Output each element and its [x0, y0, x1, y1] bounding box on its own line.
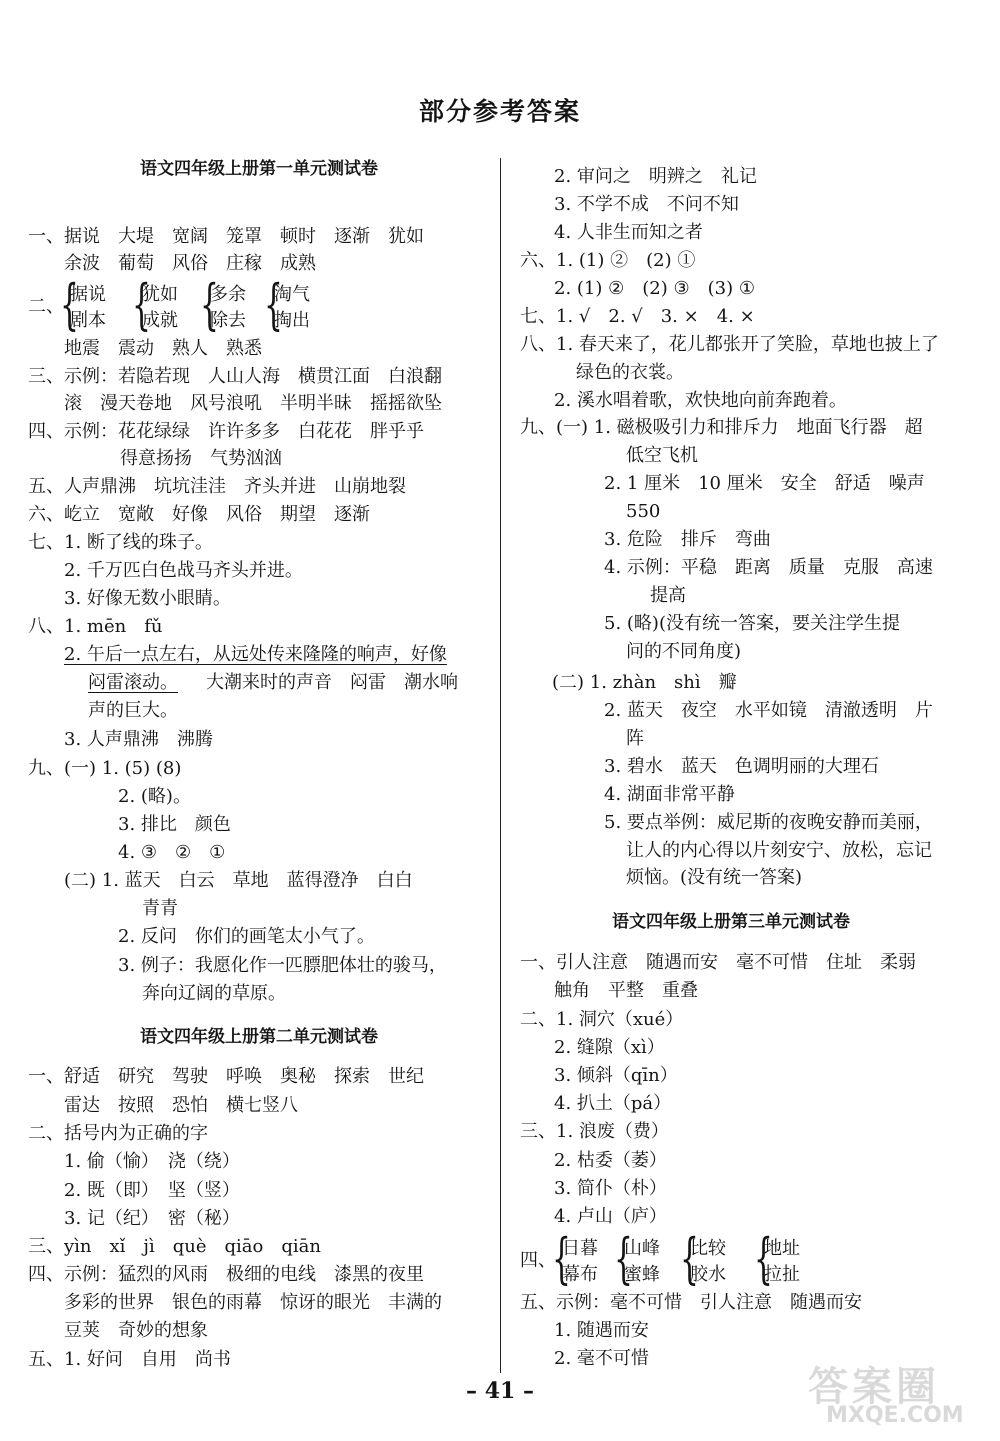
answer-line: 3. 例子：我愿化作一匹膘肥体壮的骏马， — [118, 955, 447, 976]
column-divider — [500, 158, 501, 1373]
unit3-heading: 语文四年级上册第三单元测试卷 — [612, 912, 850, 932]
answer-line: 3. 危险 排斥 弯曲 — [604, 529, 771, 550]
answer-line: 豆荚 奇妙的想象 — [64, 1320, 208, 1341]
answer-line: 声的巨大。 — [88, 700, 178, 721]
answer-line: 4. 湖面非常平静 — [604, 784, 735, 805]
answer-line: 2. 枯委（萎） — [554, 1150, 667, 1171]
answer-line: 4. 扒土（pá） — [554, 1093, 672, 1114]
watermark-logo — [808, 1355, 990, 1435]
answer-line: 三、1. 浪废（费） — [520, 1121, 669, 1142]
answer-line: 一、舒适 研究 驾驶 呼唤 奥秘 探索 世纪 — [28, 1066, 424, 1087]
answer-line: 问的不同角度) — [626, 641, 742, 662]
answer-line: 2. 午后一点左右，从远处传来隆隆的响声，好像 — [64, 644, 447, 665]
brace-icon: { — [60, 273, 79, 336]
answer-line: 五、1. 好问 自用 尚书 — [28, 1349, 231, 1370]
answer-line: 九、(一) 1. (5) (8) — [28, 758, 182, 779]
answer-line: 5. (略)(没有统一答案，要关注学生提 — [604, 613, 900, 634]
answer-line: 3. 简仆（朴） — [554, 1178, 667, 1199]
answer-line: 3. 好像无数小眼睛。 — [64, 588, 231, 609]
answer-line: 多彩的世界 银色的雨幕 惊讶的眼光 丰满的 — [64, 1292, 442, 1313]
word-pair: 据说 — [70, 284, 106, 305]
word-pair: 地址 — [764, 1238, 800, 1259]
brace-icon: { — [680, 1227, 699, 1290]
answer-line: 3. 倾斜（qīn） — [554, 1065, 678, 1086]
word-pair: 蜜蜂 — [624, 1264, 660, 1285]
answer-line: 1. 随遇而安 — [554, 1320, 649, 1341]
page-title: 部分参考答案 — [418, 97, 581, 126]
answer-line: 4. 人非生而知之者 — [554, 222, 703, 243]
answer-line: 一、引人注意 随遇而安 毫不可惜 住址 柔弱 — [520, 952, 916, 973]
answer-line: 一、据说 大堤 宽阔 笼罩 顿时 逐渐 犹如 — [28, 226, 424, 247]
answer-line: 2. 既（即） 坚（竖） — [64, 1180, 240, 1201]
answer-line: 4. 示例：平稳 距离 质量 克服 高速 — [604, 557, 933, 578]
answer-line: 九、(一) 1. 磁极吸引力和排斥力 地面飞行器 超 — [520, 417, 923, 438]
answer-line: 二、括号内为正确的字 — [28, 1123, 208, 1144]
answer-line: 二、1. 洞穴（xué） — [520, 1009, 684, 1030]
answer-line: 2. 反问 你们的画笔太小气了。 — [118, 926, 375, 947]
word-pair: 成就 — [142, 310, 178, 331]
word-pair: 剧本 — [70, 310, 106, 331]
answer-line: 4. 卢山（庐） — [554, 1206, 667, 1227]
answer-line: 5. 要点举例：威尼斯的夜晚安静而美丽， — [604, 812, 933, 833]
word-pair: 淘气 — [274, 284, 310, 305]
answer-line: 3. 碧水 蓝天 色调明丽的大理石 — [604, 756, 879, 777]
word-pair: 比较 — [690, 1238, 726, 1259]
brace-icon: { — [552, 1227, 571, 1290]
answer-line: 三、yìn xǐ jì què qiāo qiān — [28, 1236, 321, 1257]
word-pair: 犹如 — [142, 284, 178, 305]
answer-line: 五、示例：毫不可惜 引人注意 随遇而安 — [520, 1292, 862, 1313]
answer-line: 3. 记（纪） 密（秘） — [64, 1208, 240, 1229]
answer-line: 提高 — [650, 585, 686, 606]
answer-line: 阵 — [626, 728, 644, 749]
brace-icon: { — [754, 1227, 773, 1290]
answer-line: 二、 — [28, 296, 64, 317]
answer-line: 2. 毫不可惜 — [554, 1348, 649, 1369]
answer-line: 烦恼。(没有统一答案) — [626, 867, 803, 888]
answer-line: (二) 1. zhàn shì 瓣 — [552, 672, 737, 693]
answer-line: 低空飞机 — [626, 445, 698, 466]
answer-line: 2. (略)。 — [118, 786, 191, 807]
answer-line: 2. 审问之 明辨之 礼记 — [554, 166, 757, 187]
answer-line: 2. 千万匹白色战马齐头并进。 — [64, 560, 303, 581]
answer-line: 奔向辽阔的草原。 — [142, 983, 286, 1004]
answer-line: 六、1. (1) ② (2) ① — [520, 250, 696, 271]
word-pair: 多余 — [210, 284, 246, 305]
unit1-heading: 语文四年级上册第一单元测试卷 — [140, 159, 378, 179]
brace-icon: { — [132, 273, 151, 336]
answer-line: (二) 1. 蓝天 白云 草地 蓝得澄净 白白 — [64, 870, 413, 891]
answer-line: 四、示例：花花绿绿 许许多多 白花花 胖乎乎 — [28, 421, 424, 442]
answer-line: 让人的内心得以片刻安宁、放松，忘记 — [626, 840, 932, 861]
word-pair: 日暮 — [562, 1238, 598, 1259]
answer-line: 3. 排比 颜色 — [118, 814, 231, 835]
answer-line: 八、1. mēn fǔ — [28, 616, 163, 637]
answer-line: 青青 — [142, 898, 178, 919]
word-pair: 胶水 — [690, 1264, 726, 1285]
answer-line: 闷雷滚动。 — [88, 672, 178, 693]
answer-line: 余波 葡萄 风俗 庄稼 成熟 — [64, 253, 316, 274]
answer-line: 八、1. 春天来了，花儿都张开了笑脸，草地也披上了 — [520, 334, 939, 355]
answer-line: 滚 漫天卷地 风号浪吼 半明半昧 摇摇欲坠 — [64, 393, 442, 414]
answer-line: 得意扬扬 气势汹汹 — [120, 448, 282, 469]
answer-line: 2. 蓝天 夜空 水平如镜 清澈透明 片 — [604, 700, 933, 721]
word-pair: 掏出 — [274, 310, 310, 331]
answer-line: 2. 1 厘米 10 厘米 安全 舒适 噪声 — [604, 473, 925, 494]
page-number: – 41 – — [466, 1378, 534, 1404]
answer-line: 触角 平整 重叠 — [554, 980, 698, 1001]
watermark-url: MXQE.COM — [826, 1403, 964, 1428]
brace-icon: { — [614, 1227, 633, 1290]
brace-icon: { — [264, 273, 283, 336]
unit2-heading: 语文四年级上册第二单元测试卷 — [140, 1027, 378, 1047]
answer-line: 四、 — [520, 1250, 556, 1271]
word-pair: 山峰 — [624, 1238, 660, 1259]
answer-line: 七、1. 断了线的珠子。 — [28, 532, 213, 553]
answer-line: 1. 偷（愉） 浇（绕） — [64, 1151, 240, 1172]
word-pair: 幕布 — [562, 1264, 598, 1285]
answer-line: 雷达 按照 恐怕 横七竖八 — [64, 1095, 298, 1116]
answer-line: 四、示例：猛烈的风雨 极细的电线 漆黑的夜里 — [28, 1264, 424, 1285]
answer-line: 2. 缝隙（xì） — [554, 1037, 665, 1058]
answer-line: 绿色的衣裳。 — [576, 362, 684, 383]
answer-line: 2. 溪水唱着歌，欢快地向前奔跑着。 — [554, 390, 847, 411]
answer-line: 六、屹立 宽敞 好像 风俗 期望 逐渐 — [28, 504, 370, 525]
answer-line: 2. (1) ② (2) ③ (3) ① — [554, 278, 755, 299]
answer-line: 3. 人声鼎沸 沸腾 — [64, 729, 213, 750]
answer-line: 七、1. √ 2. √ 3. × 4. × — [520, 306, 755, 327]
answer-line: 三、示例：若隐若现 人山人海 横贯江面 白浪翻 — [28, 366, 442, 387]
answer-line: 3. 不学不成 不问不知 — [554, 194, 739, 215]
word-pair: 除去 — [210, 310, 246, 331]
answer-line: 地震 震动 熟人 熟悉 — [64, 338, 262, 359]
answer-line: 大潮来时的声音 闷雷 潮水响 — [206, 672, 458, 693]
answer-line: 五、人声鼎沸 坑坑洼洼 齐头并进 山崩地裂 — [28, 476, 406, 497]
brace-icon: { — [200, 273, 219, 336]
answer-line: 4. ③ ② ① — [118, 842, 226, 863]
word-pair: 拉扯 — [764, 1264, 800, 1285]
answer-line: 550 — [626, 501, 661, 522]
watermark-text: 答案圈 — [808, 1364, 940, 1410]
